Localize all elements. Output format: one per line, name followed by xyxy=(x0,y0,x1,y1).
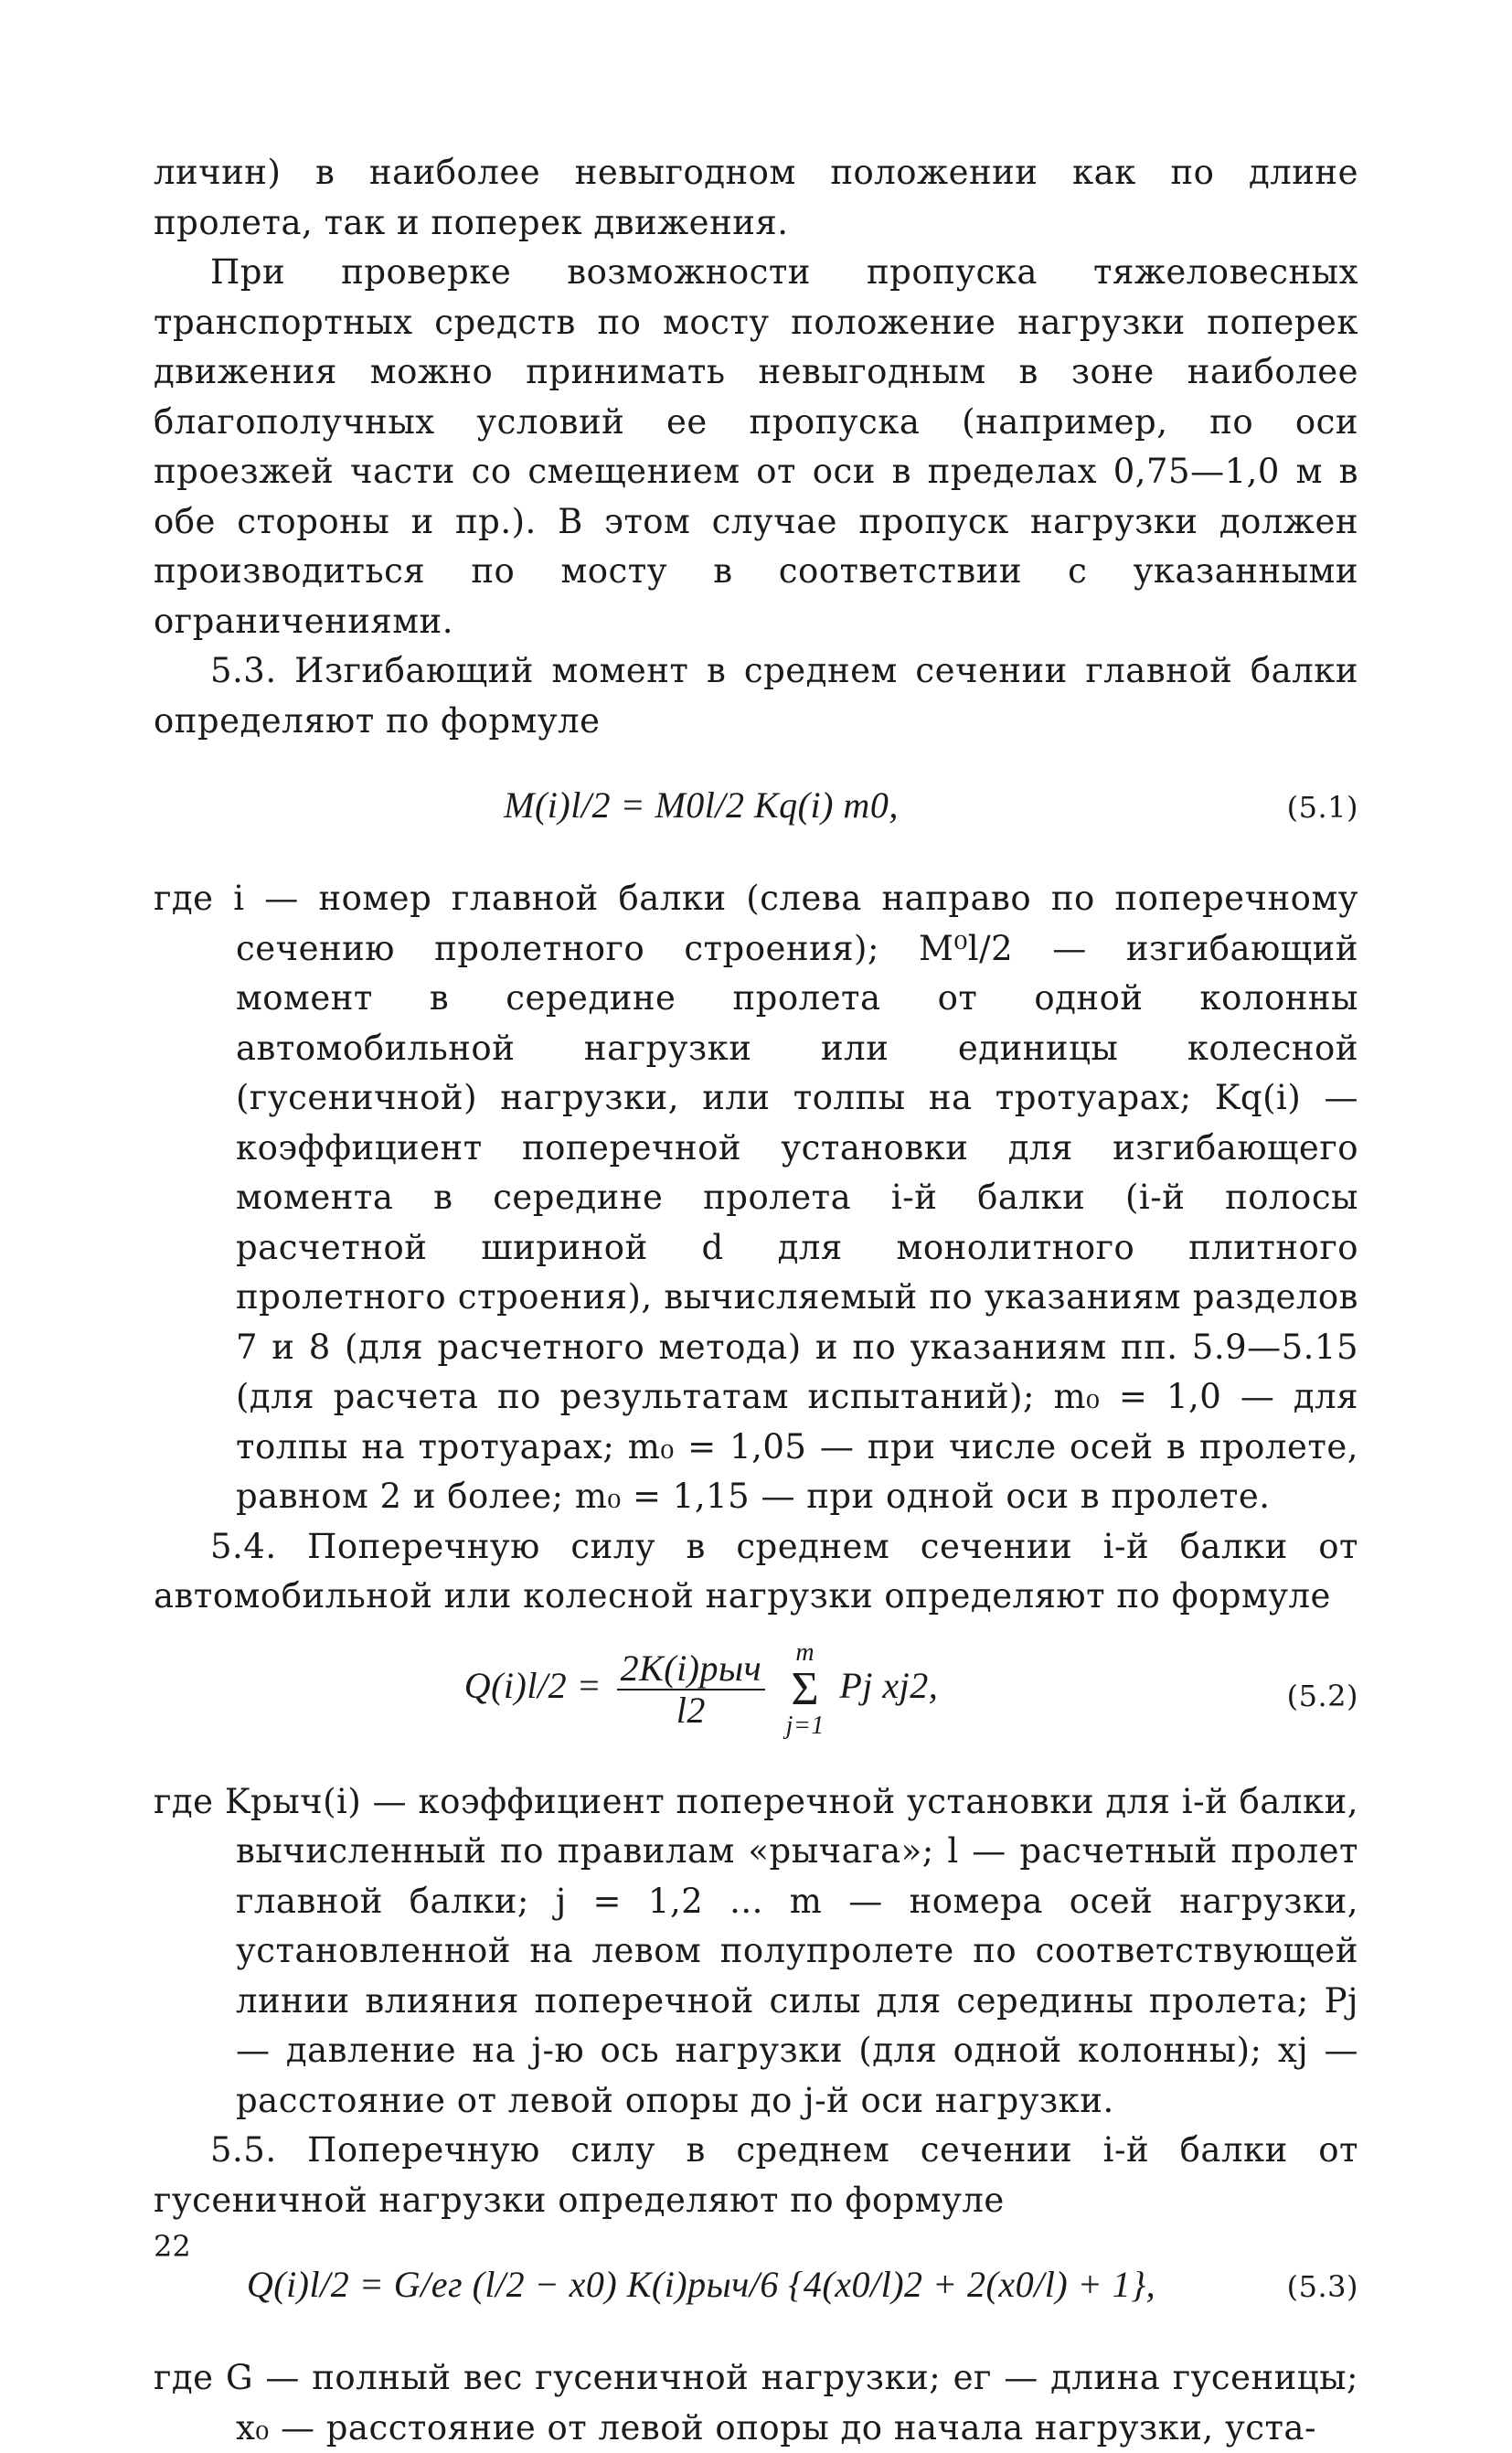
fraction-numerator: 2K(i)рыч xyxy=(617,1648,766,1690)
body-text xyxy=(154,148,1358,2453)
fraction xyxy=(617,1648,766,1731)
equation-5-1 xyxy=(154,764,1358,856)
equation-5-2-body xyxy=(154,1637,1249,1740)
fraction-denominator: l2 xyxy=(676,1689,706,1731)
sum-sign xyxy=(785,1637,825,1740)
paragraph-heavy-vehicles: При проверке возможности пропуска тяжеловесных транспортных средств по мосту положение нагрузки поперек движения можно принимать невыгодным в зоне наиболее благополучных условий ее пропуска (например, по оси проезжей части со смещением от оси в пределах 0,75—1,0 м в обе стороны и пр.). В этом случае пропуск нагрузки должен производиться по мосту в соответствии с указанными ограничениями. xyxy=(154,252,1358,641)
sum-upper-limit: m xyxy=(795,1637,815,1667)
paragraph-5-3: 5.3. Изгибающий момент в среднем сечении главной балки определяют по формуле xyxy=(154,651,1358,741)
equation-number: (5.2) xyxy=(1286,1678,1358,1713)
where-clause-5-1: где i — номер главной балки (слева направо по поперечному сечению пролетного строения); M⁰l/2 — изгибающий момент в середине пролета от одной колонны автомобильной нагрузки или единицы колесной (гусеничной) нагрузки, или толпы на тротуарах; Kq(i) — коэффициент поперечной установки для изгибающего момента в середине пролета i-й балки (i-й полосы расчетной шириной d для монолитного плитного пролетного строения), вычисляемый по указаниям разделов 7 и 8 (для расчетного метода) и по указаниям пп. 5.9—5.15 (для расчета по результатам испытаний); m₀ = 1,0 — для толпы на тротуарах; m₀ = 1,05 — при числе осей в пролете, равном 2 и более; m₀ = 1,15 — при одной оси в пролете. xyxy=(154,879,1358,1516)
paragraph-5-4: 5.4. Поперечную силу в среднем сечении i-й балки от автомобильной или колесной нагрузки определяют по формуле xyxy=(154,1526,1358,1616)
equation-number: (5.3) xyxy=(1286,2269,1358,2304)
equation-5-3-body: Q(i)l/2 = G/eг (l/2 − x0) K(i)рыч/6 {4(x0/l)2 + 2(x0/l) + 1}, xyxy=(246,2264,1156,2305)
sigma-icon: Σ xyxy=(791,1662,820,1715)
equation-5-3 xyxy=(154,2244,1358,2335)
equation-5-2 xyxy=(154,1637,1358,1759)
sum-lower-limit: j=1 xyxy=(785,1711,825,1740)
equation-tail: Pj xj2, xyxy=(839,1664,939,1706)
equation-lhs: Q(i)l/2 = xyxy=(463,1664,602,1706)
equation-number: (5.1) xyxy=(1286,790,1358,825)
paragraph-5-5: 5.5. Поперечную силу в среднем сечении i-й балки от гусеничной нагрузки определяют по формуле xyxy=(154,2130,1358,2220)
page-number: 22 xyxy=(154,2229,191,2264)
paragraph-continuation: личин) в наиболее невыгодном положении как по длине пролета, так и поперек движения. xyxy=(154,153,1358,242)
where-clause-5-3: где G — полный вес гусеничной нагрузки; eг — длина гусеницы; x₀ — расстояние от левой опоры до начала нагрузки, уста- xyxy=(154,2358,1358,2448)
where-clause-5-2: где Kрыч(i) — коэффициент поперечной установки для i-й балки, вычисленный по правилам «рычага»; l — расчетный пролет главной балки; j = 1,2 ... m — номера осей нагрузки, установленной на левом полупролете по соответствующей линии влияния поперечной силы для середины пролета; Pj — давление на j-ю ось нагрузки (для одной колонны); xj — расстояние от левой опоры до j-й оси нагрузки. xyxy=(154,1781,1358,2120)
equation-5-1-body: M(i)l/2 = M0l/2 Kq(i) m0, xyxy=(504,784,899,826)
